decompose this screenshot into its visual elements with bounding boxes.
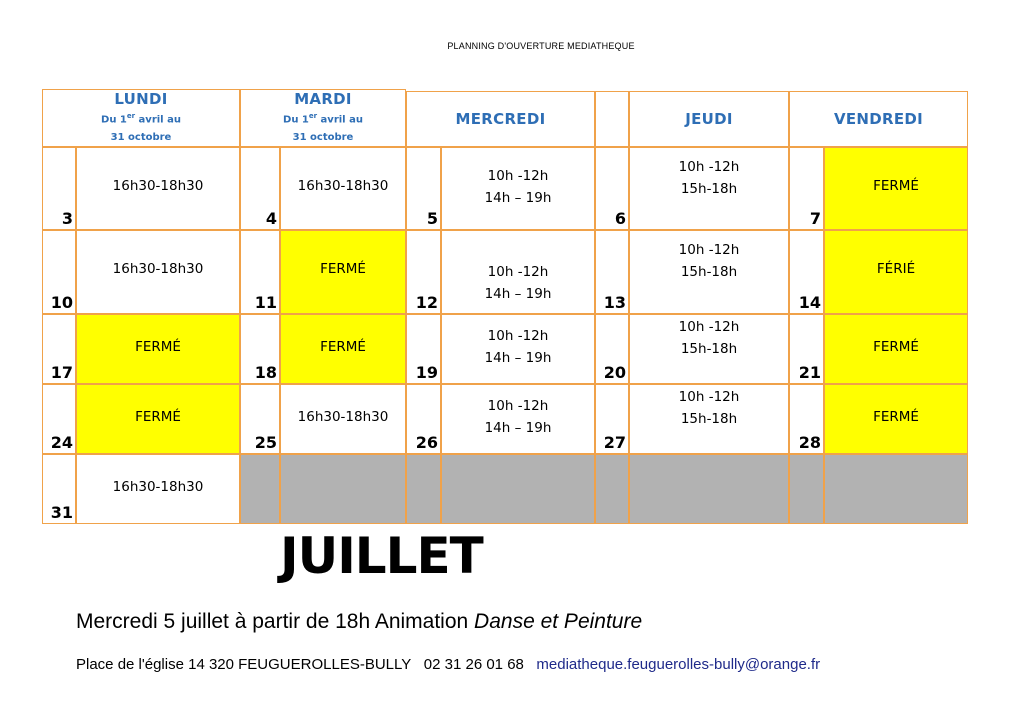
opening-hours: 15h-18h [680, 264, 738, 280]
day-cell [280, 230, 406, 314]
day-number: 4 [265, 209, 277, 228]
day-cell [441, 454, 595, 524]
closed-label: FÉRIÉ [876, 261, 916, 277]
opening-hours: 10h -12h [678, 242, 740, 258]
day-number: 28 [798, 433, 821, 452]
day-number: 20 [603, 363, 626, 382]
opening-hours: 14h – 19h [484, 286, 552, 302]
day-cell [824, 230, 968, 314]
opening-hours: 10h -12h [487, 168, 549, 184]
day-number: 14 [798, 293, 821, 312]
day-number-cell [789, 314, 824, 384]
month-title: JUILLET [280, 527, 483, 585]
day-cell [824, 384, 968, 454]
opening-hours: 10h -12h [678, 389, 740, 405]
day-number-cell [42, 230, 76, 314]
day-number-cell [42, 454, 76, 524]
day-cell [629, 230, 789, 314]
header-lundi [42, 89, 240, 147]
closed-label: FERMÉ [320, 261, 366, 277]
header-mardi [240, 89, 406, 147]
day-cell [629, 384, 789, 454]
day-cell [76, 384, 240, 454]
day-number: 27 [603, 433, 626, 452]
header-day-label: VENDREDI [833, 110, 924, 128]
event-announcement: Mercredi 5 juillet à partir de 18h Animation Danse et Peinture [76, 610, 643, 633]
day-cell [280, 454, 406, 524]
opening-hours: 15h-18h [680, 181, 738, 197]
opening-hours: 10h -12h [487, 398, 549, 414]
opening-hours: 10h -12h [487, 264, 549, 280]
day-cell [629, 454, 789, 524]
day-cell [76, 314, 240, 384]
day-cell [441, 384, 595, 454]
day-number-cell [240, 230, 280, 314]
day-number: 7 [809, 209, 821, 228]
opening-hours: 16h30-18h30 [297, 409, 389, 425]
day-number: 21 [798, 363, 821, 382]
day-number-cell [240, 147, 280, 230]
day-number: 17 [50, 363, 73, 382]
day-cell [76, 454, 240, 524]
day-number-cell [595, 147, 629, 230]
day-number: 31 [50, 503, 73, 522]
header-spacer [595, 91, 629, 147]
opening-hours: 15h-18h [680, 341, 738, 357]
day-cell [824, 454, 968, 524]
day-number: 11 [254, 293, 277, 312]
day-number: 24 [50, 433, 73, 452]
day-number-cell [595, 314, 629, 384]
closed-label: FERMÉ [873, 339, 919, 355]
day-number-cell [240, 384, 280, 454]
closed-label: FERMÉ [135, 339, 181, 355]
day-cell [76, 230, 240, 314]
day-number-cell [240, 314, 280, 384]
day-number: 6 [614, 209, 626, 228]
opening-hours: 14h – 19h [484, 420, 552, 436]
day-number-cell [406, 314, 441, 384]
day-number-cell [789, 454, 824, 524]
day-number: 25 [254, 433, 277, 452]
phone: 02 31 26 01 68 [423, 656, 524, 673]
day-number-cell [406, 147, 441, 230]
day-number-cell [595, 384, 629, 454]
day-cell [280, 384, 406, 454]
day-cell [824, 147, 968, 230]
day-number: 10 [50, 293, 73, 312]
opening-hours: 10h -12h [678, 319, 740, 335]
day-number: 19 [415, 363, 438, 382]
closed-label: FERMÉ [320, 339, 366, 355]
email-link[interactable]: mediatheque.feuguerolles-bully@orange.fr [536, 656, 821, 673]
day-cell [441, 147, 595, 230]
header-day-label: MARDI [294, 90, 352, 109]
day-number: 18 [254, 363, 277, 382]
header-period: Du 1er avril au 31 octobre [283, 112, 363, 143]
header-day-label: LUNDI [114, 90, 168, 109]
opening-hours: 16h30-18h30 [112, 479, 204, 495]
header-day-label: MERCREDI [455, 110, 546, 128]
document-title: PLANNING D'OUVERTURE MEDIATHEQUE [447, 41, 635, 51]
day-number: 3 [61, 209, 73, 228]
day-cell [441, 230, 595, 314]
day-cell [629, 314, 789, 384]
opening-hours: 16h30-18h30 [297, 178, 389, 194]
day-number-cell [240, 454, 280, 524]
opening-hours: 16h30-18h30 [112, 261, 204, 277]
contact-footer [76, 656, 820, 673]
day-number-cell [406, 454, 441, 524]
day-number: 5 [426, 209, 438, 228]
day-number-cell [789, 384, 824, 454]
day-cell [824, 314, 968, 384]
day-cell [280, 314, 406, 384]
day-number-cell [42, 147, 76, 230]
day-number: 12 [415, 293, 438, 312]
day-number-cell [406, 384, 441, 454]
header-period: Du 1er avril au 31 octobre [101, 112, 181, 143]
closed-label: FERMÉ [873, 409, 919, 425]
day-number-cell [595, 454, 629, 524]
opening-hours: 10h -12h [487, 328, 549, 344]
day-cell [441, 314, 595, 384]
day-number-cell [789, 230, 824, 314]
day-cell [280, 147, 406, 230]
day-cell [76, 147, 240, 230]
day-number-cell [406, 230, 441, 314]
day-number: 13 [603, 293, 626, 312]
day-number-cell [789, 147, 824, 230]
address: Place de l'église 14 320 FEUGUEROLLES-BULLY [76, 656, 412, 673]
day-number: 26 [415, 433, 438, 452]
header-mercredi [406, 91, 595, 147]
opening-hours: 15h-18h [680, 411, 738, 427]
day-number-cell [42, 384, 76, 454]
header-vendredi [789, 91, 968, 147]
day-number-cell [42, 314, 76, 384]
closed-label: FERMÉ [873, 178, 919, 194]
closed-label: FERMÉ [135, 409, 181, 425]
opening-hours: 14h – 19h [484, 350, 552, 366]
opening-hours: 14h – 19h [484, 190, 552, 206]
opening-hours: 10h -12h [678, 159, 740, 175]
opening-hours: 16h30-18h30 [112, 178, 204, 194]
header-jeudi [629, 91, 789, 147]
header-day-label: JEUDI [685, 110, 733, 128]
day-number-cell [595, 230, 629, 314]
day-cell [629, 147, 789, 230]
